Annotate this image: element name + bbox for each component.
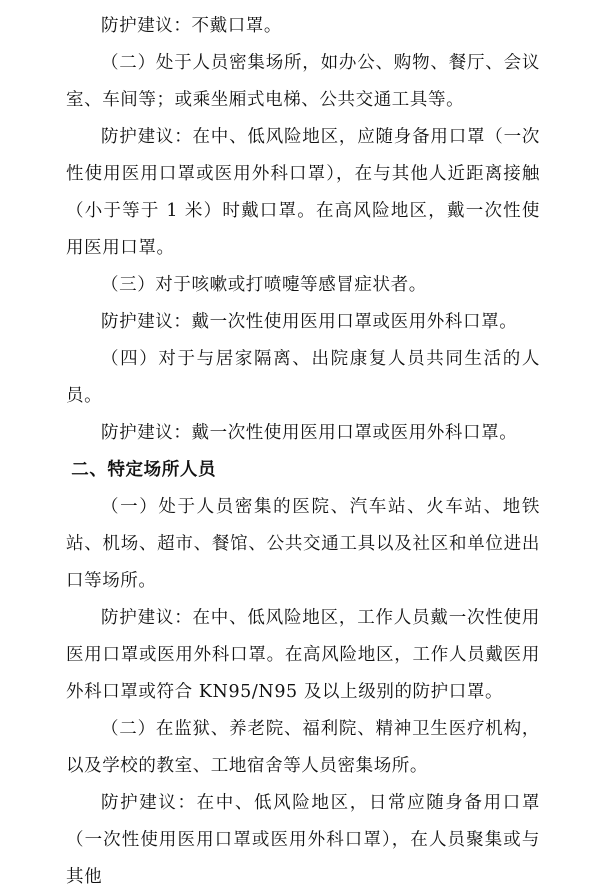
paragraph-cohabitants: （四）对于与居家隔离、出院康复人员共同生活的人员。 (66, 349, 540, 406)
paragraph-advice-cohabitants: 防护建议：戴一次性使用医用口罩或医用外科口罩。 (101, 423, 518, 443)
paragraph-institutions: （二）在监狱、养老院、福利院、精神卫生医疗机构，以及学校的教室、工地宿舍等人员密集场所。 (66, 719, 540, 776)
paragraph-specific-places: （一）处于人员密集的医院、汽车站、火车站、地铁站、机场、超市、餐馆、公共交通工具以及社区和单位进出口等场所。 (66, 497, 540, 591)
paragraph-advice-institutions: 防护建议：在中、低风险地区，日常应随身备用口罩（一次性使用医用口罩或医用外科口罩），在人员聚集或与其他 (66, 793, 540, 887)
paragraph-advice-crowded: 防护建议：在中、低风险地区，应随身备用口罩（一次性使用医用口罩或医用外科口罩），在与其他人近距离接触（小于等于 1 米）时戴口罩。在高风险地区，戴一次性使用医用口罩。 (66, 127, 540, 258)
section-heading: 二、特定场所人员 (71, 460, 217, 480)
paragraph-crowded-places: （二）处于人员密集场所，如办公、购物、餐厅、会议室、车间等；或乘坐厢式电梯、公共交通工具等。 (66, 53, 540, 110)
paragraph-advice-no-mask: 防护建议：不戴口罩。 (101, 16, 282, 36)
paragraph-advice-symptoms: 防护建议：戴一次性使用医用口罩或医用外科口罩。 (101, 312, 518, 332)
paragraph-advice-workers: 防护建议：在中、低风险地区，工作人员戴一次性使用医用口罩或医用外科口罩。在高风险地区，工作人员戴医用外科口罩或符合 KN95/N95 及以上级别的防护口罩。 (66, 608, 540, 702)
paragraph-cold-symptoms: （三）对于咳嗽或打喷嚏等感冒症状者。 (101, 275, 427, 295)
